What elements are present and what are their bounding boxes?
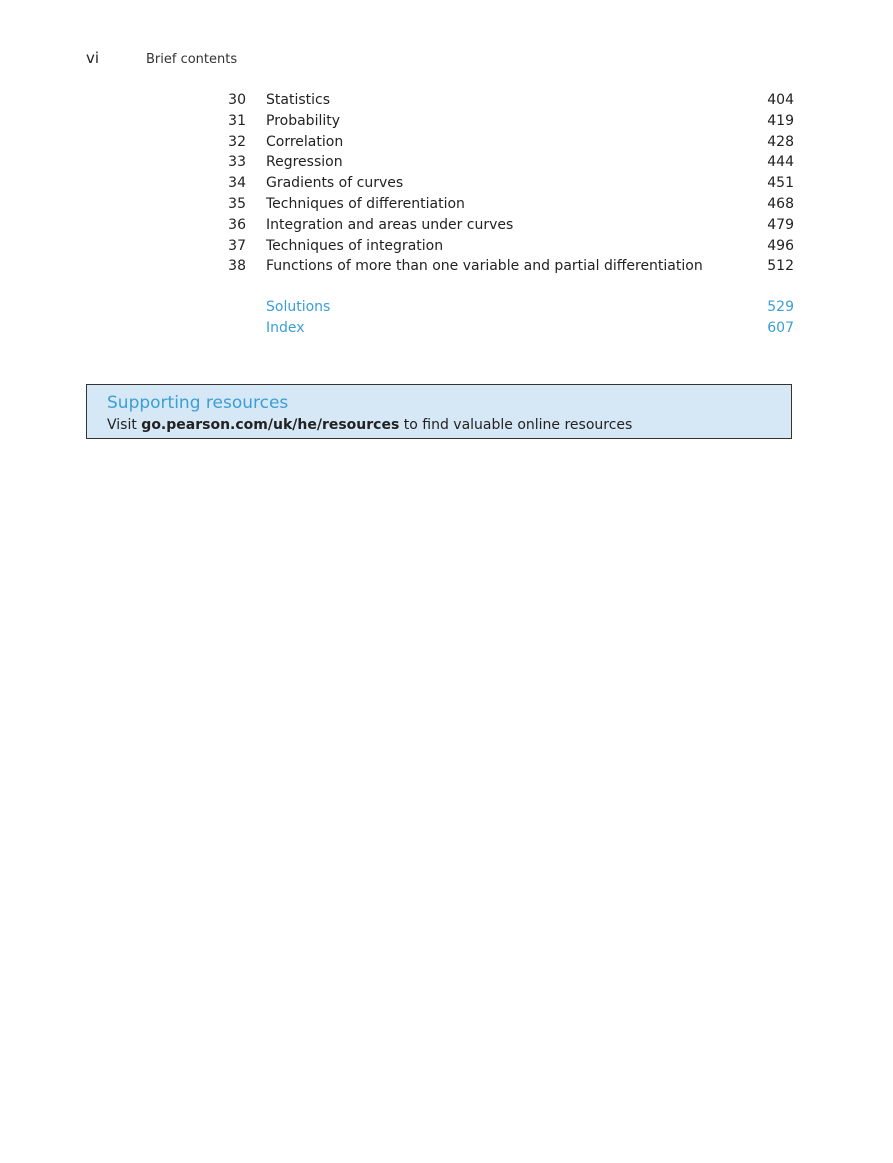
page-header xyxy=(86,49,237,69)
table-of-contents xyxy=(200,90,794,338)
supporting-resources-box xyxy=(86,384,792,439)
page-number: vi xyxy=(86,49,100,67)
toc-entry[interactable] xyxy=(200,194,794,215)
chapter-number: 33 xyxy=(228,154,246,171)
toc-entry-solutions[interactable] xyxy=(200,297,794,318)
resources-text-before: Visit xyxy=(107,417,142,433)
chapter-number: 37 xyxy=(228,237,246,254)
chapter-title: Integration and areas under curves xyxy=(266,216,514,233)
toc-entry[interactable] xyxy=(200,256,794,277)
chapter-title: Regression xyxy=(266,154,343,171)
toc-entry[interactable] xyxy=(200,111,794,132)
resources-text-after: to find valuable online resources xyxy=(399,417,633,433)
chapter-title: Functions of more than one variable and partial differentiation xyxy=(266,258,703,275)
toc-entry[interactable] xyxy=(200,132,794,153)
chapter-title: Gradients of curves xyxy=(266,175,404,192)
chapter-page: 404 xyxy=(767,92,794,108)
chapter-page: 512 xyxy=(767,258,794,275)
back-matter-title: Solutions xyxy=(266,299,331,316)
chapter-title: Probability xyxy=(266,112,341,129)
resources-title: Supporting resources xyxy=(107,393,289,413)
chapter-number: 35 xyxy=(228,195,246,212)
chapter-number: 32 xyxy=(228,133,246,150)
toc-entry[interactable] xyxy=(200,152,794,173)
chapter-title: Techniques of differentiation xyxy=(266,195,465,212)
back-matter xyxy=(200,297,794,338)
chapter-page: 479 xyxy=(767,216,794,233)
resources-text xyxy=(107,415,771,435)
toc-entry[interactable] xyxy=(200,90,794,111)
resources-link[interactable]: go.pearson.com/uk/he/resources xyxy=(141,417,400,433)
chapter-number: 36 xyxy=(228,216,246,233)
chapter-page: 496 xyxy=(767,237,794,254)
chapter-number: 38 xyxy=(228,258,246,275)
chapter-number: 31 xyxy=(228,112,246,129)
chapter-title: Correlation xyxy=(266,133,344,150)
chapter-page: 428 xyxy=(767,133,794,150)
chapter-page: 419 xyxy=(767,112,794,129)
chapter-number: 30 xyxy=(228,92,246,108)
toc-entry[interactable] xyxy=(200,215,794,236)
toc-entry[interactable] xyxy=(200,173,794,194)
toc-entry[interactable] xyxy=(200,236,794,257)
chapter-title: Techniques of integration xyxy=(266,237,444,254)
running-head: Brief contents xyxy=(146,52,238,67)
chapter-page: 444 xyxy=(767,154,794,171)
chapter-title: Statistics xyxy=(266,92,330,108)
chapter-number: 34 xyxy=(228,175,246,192)
back-matter-page: 607 xyxy=(767,319,794,336)
chapter-page: 468 xyxy=(767,195,794,212)
chapter-page: 451 xyxy=(767,175,794,192)
back-matter-title: Index xyxy=(266,319,305,336)
toc-entry-index[interactable] xyxy=(200,318,794,339)
back-matter-page: 529 xyxy=(767,299,794,316)
